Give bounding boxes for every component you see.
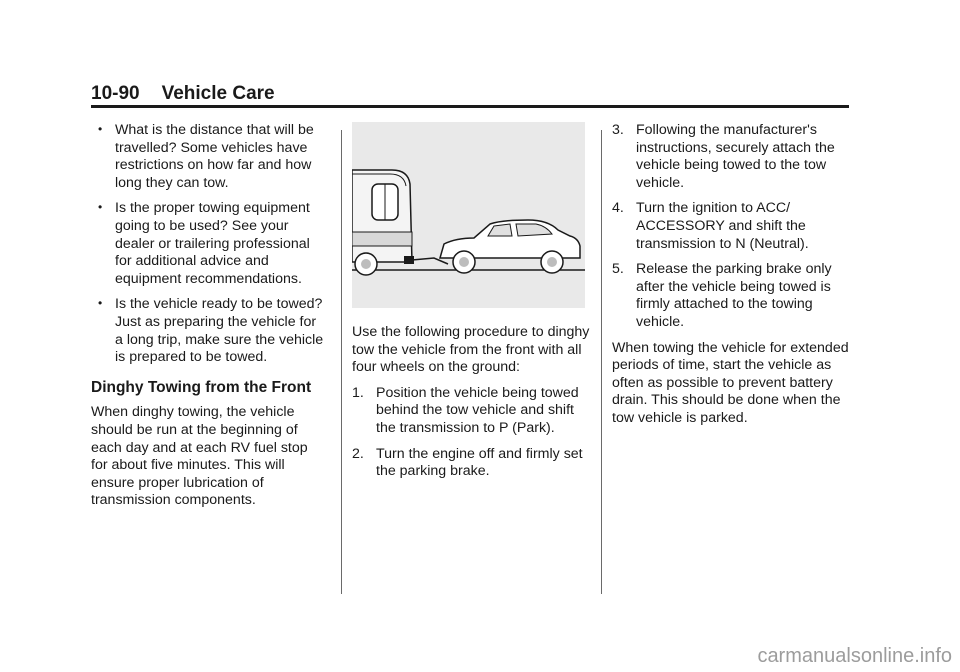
body-paragraph: When dinghy towing, the vehicle should be run at the beginning of each day and at each RV fuel stop for about five minutes. This will ensure proper lubrication of transmission components. (91, 404, 308, 509)
bullet-icon: • (98, 200, 103, 215)
column-divider (601, 130, 602, 594)
dinghy-towing-illustration (352, 122, 585, 308)
column-3 (612, 122, 852, 436)
procedure-step: 4. Turn the ignition to ACC/ ACCESSORY and shift the transmission to N (Neutral). (612, 200, 809, 252)
bullet-item: • Is the vehicle ready to be towed? Just as preparing the vehicle for a long trip, make sure the vehicle is prepared to be towed. (98, 296, 324, 366)
procedure-intro: Use the following procedure to dinghy tow the vehicle from the front with all four wheels on the ground: (352, 324, 590, 376)
watermark: carmanualsonline.info (757, 645, 952, 667)
column-divider (341, 130, 342, 594)
bullet-icon: • (98, 296, 103, 311)
bullet-icon: • (98, 122, 103, 136)
procedure-step: 2. Turn the engine off and firmly set the parking brake. (352, 445, 583, 480)
rv-towing-car-icon (352, 122, 585, 308)
body-paragraph: When towing the vehicle for extended periods of time, start the vehicle as often as possible to prevent battery drain. This should be done when the tow vehicle is parked. (612, 339, 849, 426)
bullet-item: • Is the proper towing equipment going to be used? See your dealer or trailering professional for additional advice and equipment recommendations. (98, 200, 310, 287)
bullet-item: • What is the distance that will be travelled? Some vehicles have restrictions on how far and how long they can tow. (98, 122, 314, 191)
procedure-step: 5. Release the parking brake only after the vehicle being towed is firmly attached to the towing vehicle. (612, 261, 832, 330)
page-header (91, 83, 275, 105)
section-title: Vehicle Care (161, 83, 275, 104)
header-rule (91, 105, 849, 108)
procedure-step: 1. Position the vehicle being towed behind the tow vehicle and shift the transmission to P (Park). (352, 384, 579, 436)
column-1 (91, 122, 326, 518)
section-heading: Dinghy Towing from the Front (91, 378, 312, 396)
page-number: 10-90 (91, 83, 140, 104)
procedure-step: 3. Following the manufacturer's instructions, securely attach the vehicle being towed to the tow vehicle. (612, 122, 835, 191)
column-2 (352, 122, 592, 489)
